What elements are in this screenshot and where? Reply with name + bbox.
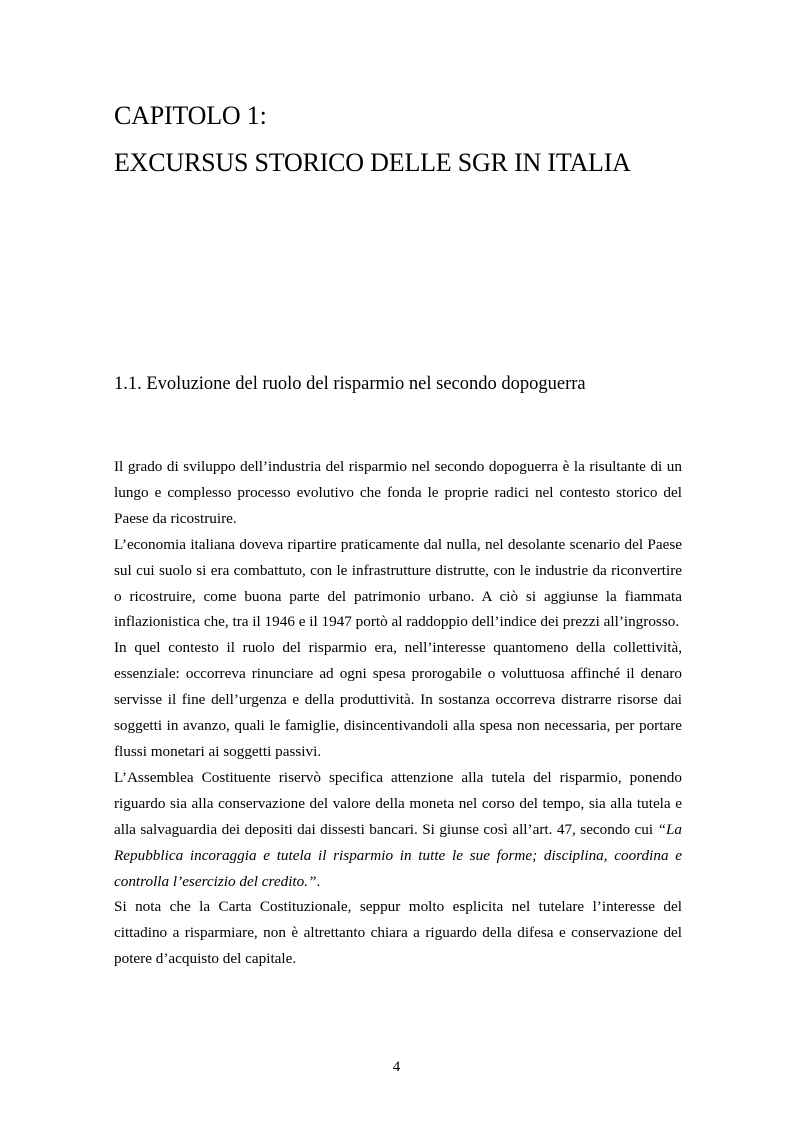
paragraph-1: Il grado di sviluppo dell’industria del risparmio nel secondo dopoguerra è la risultante di un lungo e complesso processo evolutivo che fonda le proprie radici nel contesto storico del Paese da ricostruire. bbox=[114, 458, 682, 527]
paragraph-3: In quel contesto il ruolo del risparmio era, nell’interesse quantomeno della collettività, essenziale: occorreva rinunciare ad ogni spesa prorogabile o voluttuosa affinché il denaro servisse il fine dell’urgenza e della produttività. In sostanza occorreva distrarre risorse dai soggetti in avanzo, quali le famiglie, disincentivandoli alla spesa non necessaria, per portare flussi monetari ai soggetti passivi. bbox=[114, 639, 682, 760]
paragraph-4-text: L’Assemblea Costituente riservò specifica attenzione alla tutela del risparmio, ponendo riguardo sia alla conservazione del valore della moneta nel corso del tempo, sia alla tutela e alla salvaguardia dei depositi dai dissesti bancari. Si giunse così all’art. 47, secondo cui bbox=[114, 768, 682, 838]
paragraph-5: Si nota che la Carta Costituzionale, seppur molto esplicita nel tutelare l’interesse del cittadino a risparmiare, non è altrettanto chiara a riguardo della difesa e conservazione del potere d’acquisto del capitale. bbox=[114, 898, 682, 968]
body-text bbox=[114, 454, 682, 972]
chapter-name: EXCURSUS STORICO DELLE SGR IN ITALIA bbox=[114, 148, 631, 177]
constitution-quote: “La Repubblica incoraggia e tutela il risparmio in tutte le sue forme; disciplina, coordina e controlla l’esercizio del credito.” bbox=[114, 820, 682, 890]
paragraph-2: L’economia italiana doveva ripartire praticamente dal nulla, nel desolante scenario del Paese sul cui suolo si era combattuto, con le infrastrutture distrutte, con le industrie da riconvertire o ricostruire, come buona parte del patrimonio urbano. A ciò si aggiunse la fiammata inflazionistica che, tra il 1946 e il 1947 portò al raddoppio dell’indice dei prezzi all’ingrosso. bbox=[114, 535, 682, 631]
section-title: 1.1. Evoluzione del ruolo del risparmio nel secondo dopoguerra bbox=[114, 374, 586, 394]
paragraph-4-end: . bbox=[316, 872, 321, 890]
chapter-title bbox=[114, 92, 734, 186]
chapter-number: CAPITOLO 1: bbox=[114, 101, 267, 130]
page-number: 4 bbox=[392, 1059, 401, 1075]
paragraph-4 bbox=[114, 765, 682, 895]
